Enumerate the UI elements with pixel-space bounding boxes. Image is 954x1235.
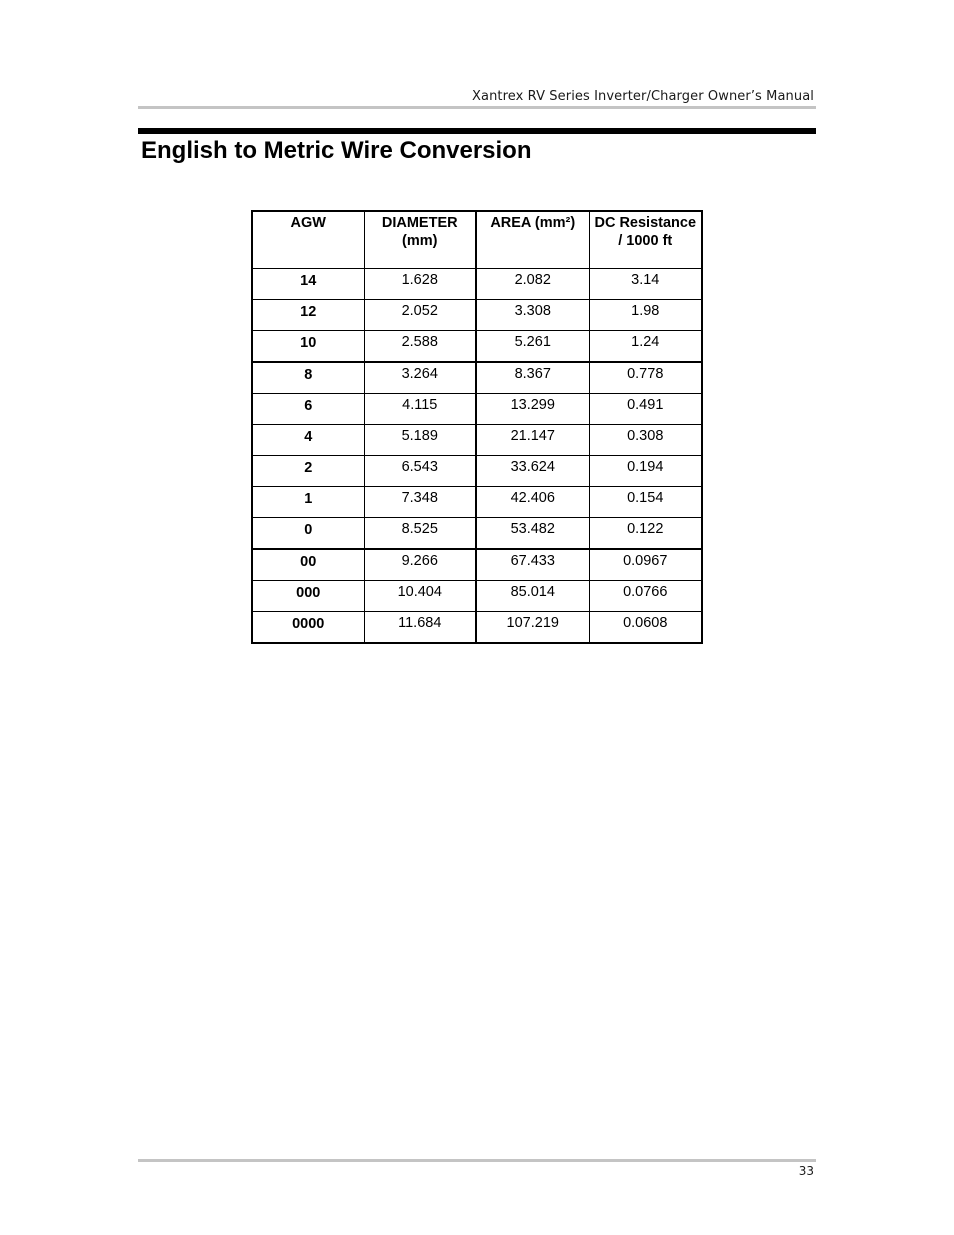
area-cell: 33.624 [476, 456, 589, 487]
area-cell: 13.299 [476, 394, 589, 425]
diameter-cell: 2.588 [364, 331, 476, 363]
table-row [252, 331, 702, 363]
area-cell: 107.219 [476, 612, 589, 644]
agw-cell: 8 [252, 362, 364, 394]
resistance-cell: 0.778 [589, 362, 702, 394]
table-row [252, 362, 702, 394]
area-cell: 67.433 [476, 549, 589, 581]
page-title: English to Metric Wire Conversion [141, 137, 532, 164]
diameter-cell: 11.684 [364, 612, 476, 644]
resistance-cell: 0.491 [589, 394, 702, 425]
column-header-diameter: DIAMETER (mm) [364, 211, 476, 269]
agw-cell: 12 [252, 300, 364, 331]
area-cell: 53.482 [476, 518, 589, 550]
table-row [252, 394, 702, 425]
table-row [252, 487, 702, 518]
table-header-row [252, 211, 702, 269]
resistance-cell: 0.0967 [589, 549, 702, 581]
table-row [252, 456, 702, 487]
diameter-cell: 7.348 [364, 487, 476, 518]
running-header: Xantrex RV Series Inverter/Charger Owner’s Manual [472, 89, 814, 104]
agw-cell: 4 [252, 425, 364, 456]
resistance-cell: 0.154 [589, 487, 702, 518]
resistance-cell: 0.122 [589, 518, 702, 550]
table-row [252, 612, 702, 644]
agw-cell: 14 [252, 269, 364, 300]
resistance-cell: 3.14 [589, 269, 702, 300]
resistance-cell: 1.98 [589, 300, 702, 331]
column-header-area: AREA (mm²) [476, 211, 589, 269]
table-row [252, 300, 702, 331]
agw-cell: 00 [252, 549, 364, 581]
table-row [252, 518, 702, 550]
area-cell: 8.367 [476, 362, 589, 394]
diameter-cell: 10.404 [364, 581, 476, 612]
footer-divider [138, 1159, 816, 1162]
resistance-cell: 0.308 [589, 425, 702, 456]
agw-cell: 0 [252, 518, 364, 550]
resistance-cell: 1.24 [589, 331, 702, 363]
diameter-cell: 3.264 [364, 362, 476, 394]
diameter-cell: 8.525 [364, 518, 476, 550]
table-row [252, 425, 702, 456]
area-cell: 3.308 [476, 300, 589, 331]
agw-cell: 1 [252, 487, 364, 518]
title-rule [138, 128, 816, 134]
diameter-cell: 4.115 [364, 394, 476, 425]
resistance-cell: 0.0608 [589, 612, 702, 644]
table-row [252, 581, 702, 612]
column-header-dc-resistance: DC Resistance / 1000 ft [589, 211, 702, 269]
table-row [252, 269, 702, 300]
agw-cell: 0000 [252, 612, 364, 644]
wire-conversion-table [251, 210, 703, 644]
table-row [252, 549, 702, 581]
resistance-cell: 0.194 [589, 456, 702, 487]
diameter-cell: 5.189 [364, 425, 476, 456]
page-number: 33 [798, 1164, 814, 1178]
area-cell: 85.014 [476, 581, 589, 612]
agw-cell: 10 [252, 331, 364, 363]
diameter-cell: 2.052 [364, 300, 476, 331]
agw-cell: 6 [252, 394, 364, 425]
column-header-agw: AGW [252, 211, 364, 269]
resistance-cell: 0.0766 [589, 581, 702, 612]
area-cell: 2.082 [476, 269, 589, 300]
area-cell: 21.147 [476, 425, 589, 456]
area-cell: 5.261 [476, 331, 589, 363]
agw-cell: 000 [252, 581, 364, 612]
header-divider [138, 106, 816, 109]
agw-cell: 2 [252, 456, 364, 487]
diameter-cell: 1.628 [364, 269, 476, 300]
diameter-cell: 9.266 [364, 549, 476, 581]
area-cell: 42.406 [476, 487, 589, 518]
diameter-cell: 6.543 [364, 456, 476, 487]
